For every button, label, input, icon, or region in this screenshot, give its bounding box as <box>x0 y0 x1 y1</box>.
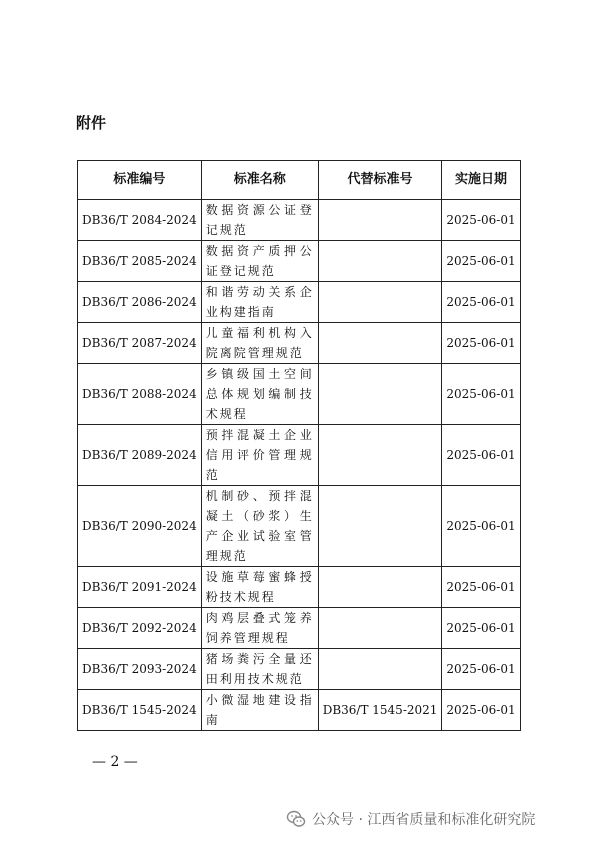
cell-replace <box>318 486 442 567</box>
table-row <box>78 425 521 486</box>
table-row <box>78 690 521 731</box>
cell-replace <box>318 567 442 608</box>
cell-code: DB36/T 2093-2024 <box>78 649 202 690</box>
cell-date: 2025-06-01 <box>442 425 520 486</box>
cell-name: 和谐劳动关系企业构建指南 <box>201 282 318 323</box>
cell-replace <box>318 608 442 649</box>
table-body <box>78 200 521 731</box>
table-row <box>78 608 521 649</box>
header-replace: 代替标准号 <box>318 161 442 200</box>
cell-code: DB36/T 2089-2024 <box>78 425 202 486</box>
cell-code: DB36/T 2088-2024 <box>78 364 202 425</box>
cell-code: DB36/T 2092-2024 <box>78 608 202 649</box>
cell-date: 2025-06-01 <box>442 241 520 282</box>
cell-date: 2025-06-01 <box>442 364 520 425</box>
table-header-row <box>78 161 521 200</box>
page-number: — 2 — <box>92 754 138 770</box>
table-row <box>78 486 521 567</box>
cell-date: 2025-06-01 <box>442 486 520 567</box>
cell-replace <box>318 649 442 690</box>
cell-replace <box>318 425 442 486</box>
table-row <box>78 649 521 690</box>
table-row <box>78 567 521 608</box>
wechat-icon <box>286 809 306 829</box>
cell-name: 猪场粪污全量还田利用技术规范 <box>201 649 318 690</box>
cell-code: DB36/T 2087-2024 <box>78 323 202 364</box>
cell-name: 数据资源公证登记规范 <box>201 200 318 241</box>
table-row <box>78 200 521 241</box>
cell-name: 设施草莓蜜蜂授粉技术规程 <box>201 567 318 608</box>
cell-code: DB36/T 2091-2024 <box>78 567 202 608</box>
cell-code: DB36/T 2085-2024 <box>78 241 202 282</box>
table-row <box>78 323 521 364</box>
cell-date: 2025-06-01 <box>442 608 520 649</box>
cell-replace <box>318 282 442 323</box>
cell-name: 乡镇级国土空间总体规划编制技术规程 <box>201 364 318 425</box>
cell-date: 2025-06-01 <box>442 649 520 690</box>
cell-date: 2025-06-01 <box>442 690 520 731</box>
header-name: 标准名称 <box>201 161 318 200</box>
cell-date: 2025-06-01 <box>442 567 520 608</box>
footer-text: 公众号 · 江西省质量和标准化研究院 <box>312 812 536 828</box>
wechat-footer <box>286 809 535 829</box>
attachment-heading: 附件 <box>76 114 107 132</box>
cell-name: 机制砂、预拌混凝土（砂浆）生产企业试验室管理规范 <box>201 486 318 567</box>
cell-replace: DB36/T 1545-2021 <box>318 690 442 731</box>
cell-replace <box>318 364 442 425</box>
cell-name: 儿童福利机构入院离院管理规范 <box>201 323 318 364</box>
cell-name: 小微湿地建设指南 <box>201 690 318 731</box>
cell-code: DB36/T 1545-2024 <box>78 690 202 731</box>
header-date: 实施日期 <box>442 161 520 200</box>
table-row <box>78 241 521 282</box>
cell-date: 2025-06-01 <box>442 282 520 323</box>
table-row <box>78 364 521 425</box>
cell-code: DB36/T 2090-2024 <box>78 486 202 567</box>
header-code: 标准编号 <box>78 161 202 200</box>
cell-code: DB36/T 2086-2024 <box>78 282 202 323</box>
standards-table <box>77 160 521 731</box>
cell-date: 2025-06-01 <box>442 200 520 241</box>
table-row <box>78 282 521 323</box>
cell-name: 数据资产质押公证登记规范 <box>201 241 318 282</box>
cell-code: DB36/T 2084-2024 <box>78 200 202 241</box>
cell-replace <box>318 323 442 364</box>
cell-name: 预拌混凝土企业信用评价管理规范 <box>201 425 318 486</box>
cell-name: 肉鸡层叠式笼养饲养管理规程 <box>201 608 318 649</box>
cell-replace <box>318 200 442 241</box>
cell-date: 2025-06-01 <box>442 323 520 364</box>
cell-replace <box>318 241 442 282</box>
